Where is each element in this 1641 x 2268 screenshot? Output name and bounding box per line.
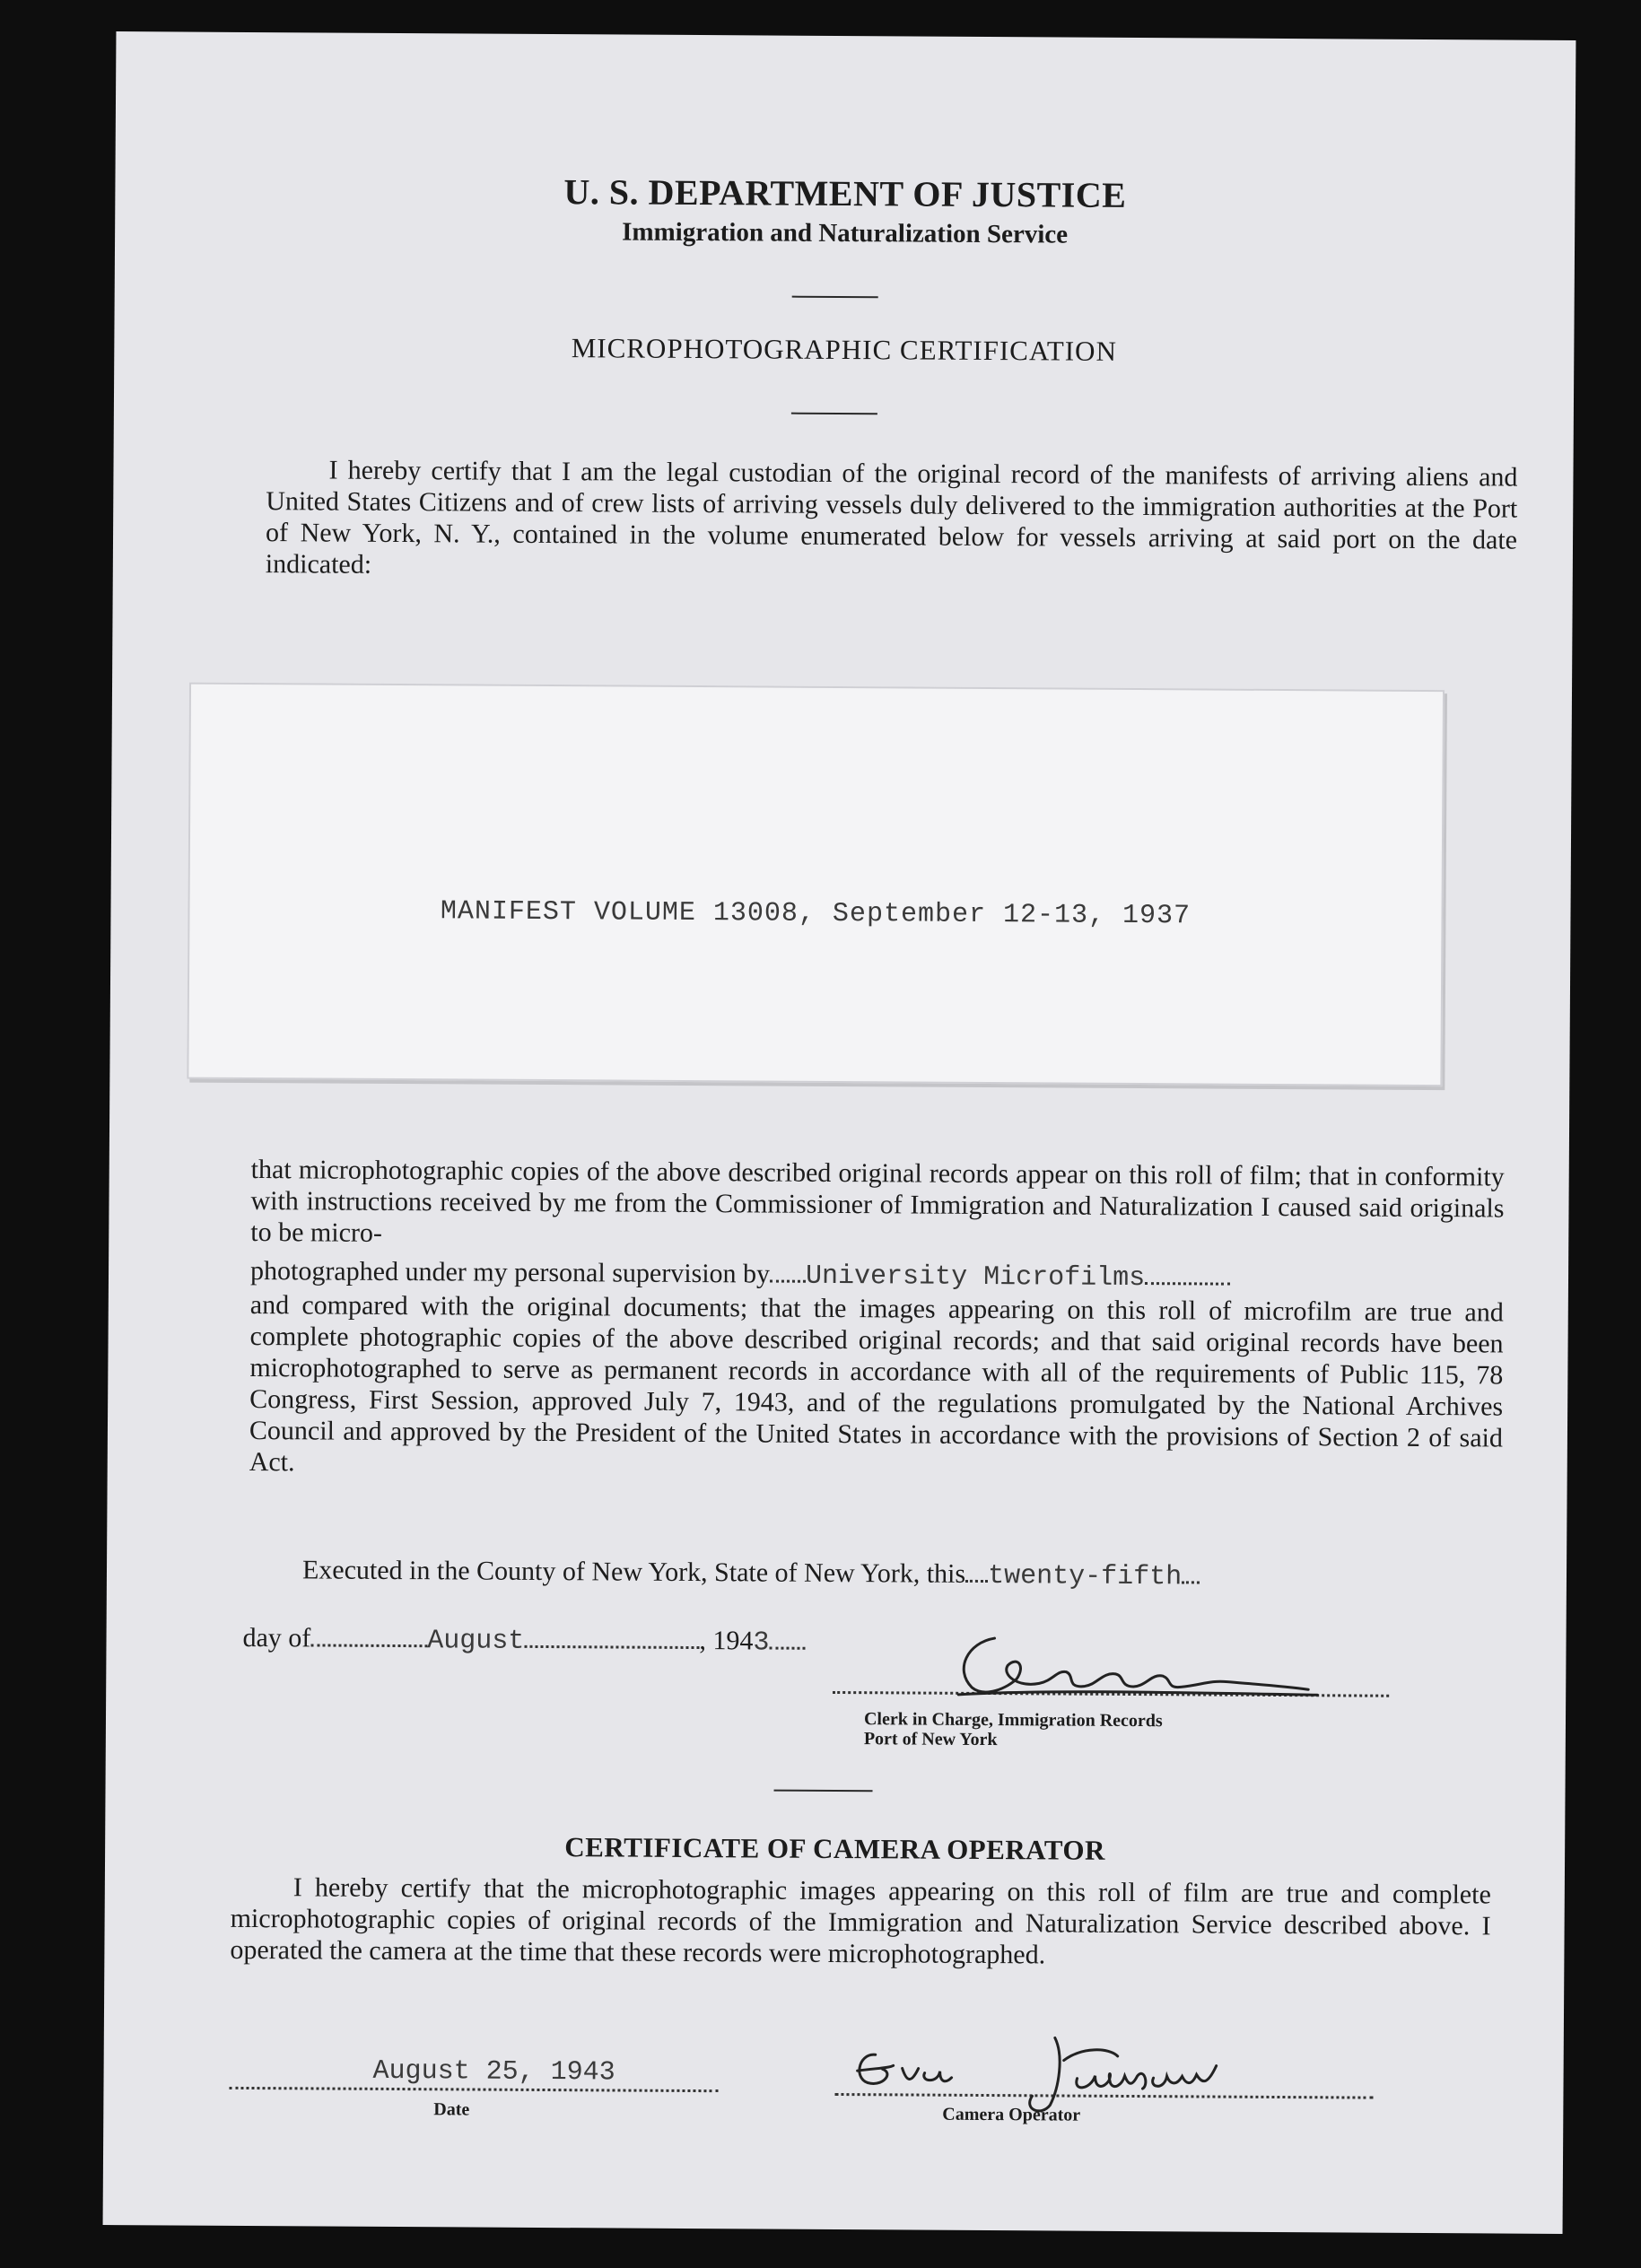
clerk-title-line2: Port of New York bbox=[863, 1729, 998, 1750]
manifest-volume-text: MANIFEST VOLUME 13008, September 12-13, 1937 bbox=[440, 896, 1191, 932]
day-of-line bbox=[242, 1623, 805, 1659]
camera-certificate-paragraph bbox=[230, 1871, 1491, 1974]
heading-divider bbox=[792, 296, 878, 299]
executed-month: August bbox=[427, 1626, 525, 1657]
custodian-text: I hereby certify that I am the legal custodian of the original record of the manifests of arriving aliens and United States Citizens and of crew lists of arriving vessels duly delivered to the immigration authorities at the Port of New York, N. Y., contained in the volume enumerated below for vessels arriving at said port on the date indicated: bbox=[265, 455, 1518, 580]
executed-leader bbox=[965, 1560, 988, 1583]
month-leader bbox=[310, 1624, 427, 1647]
supervision-trailer bbox=[1145, 1262, 1230, 1286]
date-line bbox=[229, 2087, 718, 2092]
clerk-title bbox=[864, 1709, 1163, 1750]
day-of-label: day of bbox=[242, 1622, 311, 1653]
supervision-prefix: photographed under my personal supervision by bbox=[249, 1255, 771, 1289]
copies-text-part2: and compared with the original documents; that the images appearing on this roll of microfilm are true and complete photographic copies of the above described original records; and that said original records have been microphotographed to serve as permanent records in accordance with all of the requirements of Public 115, 78 Congress, First Session, approved July 7, 1943, and of the regulations promulgated by the National Archives Council and approved by the President of the United States in accordance with the provisions of Section 2 of said Act. bbox=[249, 1289, 1504, 1478]
executed-prefix: Executed in the County of New York, State of New York, this bbox=[301, 1555, 966, 1589]
custodian-paragraph bbox=[266, 454, 1518, 588]
service-heading: Immigration and Naturalization Service bbox=[622, 217, 1069, 249]
date-label: Date bbox=[433, 2099, 470, 2120]
executed-trailer bbox=[1182, 1561, 1200, 1583]
title-divider bbox=[791, 413, 877, 415]
certificate-sheet bbox=[103, 31, 1576, 2234]
year-digit: 3 bbox=[753, 1627, 770, 1659]
volume-insert bbox=[187, 683, 1445, 1087]
year-prefix: , 194 bbox=[699, 1626, 754, 1656]
clerk-title-line1: Clerk in Charge, Immigration Records bbox=[863, 1709, 1163, 1732]
copies-text-part1: that microphotographic copies of the above described original records appear on this roll of film; that in conformity with instructions received by me from the Commissioner of Immigration and Naturalization I caused said originals to be micro- bbox=[250, 1154, 1505, 1248]
department-heading: U. S. DEPARTMENT OF JUSTICE bbox=[563, 171, 1127, 215]
year-trailer bbox=[769, 1627, 805, 1650]
camera-certificate-text: I hereby certify that the microphotographic images appearing on this roll of film are true and complete microphotographic copies of original records of the Immigration and Naturalization Service described above. I operated the camera at the time that these records were microphotographed. bbox=[230, 1872, 1491, 1970]
operator-label: Camera Operator bbox=[942, 2104, 1081, 2125]
executed-day: twenty-fifth bbox=[988, 1561, 1183, 1593]
section-divider bbox=[774, 1790, 873, 1793]
camera-certificate-title: CERTIFICATE OF CAMERA OPERATOR bbox=[564, 1831, 1106, 1866]
certification-title: MICROPHOTOGRAPHIC CERTIFICATION bbox=[571, 332, 1118, 367]
supervision-leader bbox=[770, 1260, 806, 1283]
executed-line bbox=[302, 1555, 1200, 1592]
certificate-date: August 25, 1943 bbox=[372, 2055, 615, 2089]
month-trailer bbox=[524, 1626, 699, 1649]
clerk-signature-image bbox=[931, 1616, 1327, 1717]
supervisor-name: University Microfilms bbox=[805, 1260, 1146, 1295]
copies-paragraph bbox=[249, 1154, 1505, 1486]
